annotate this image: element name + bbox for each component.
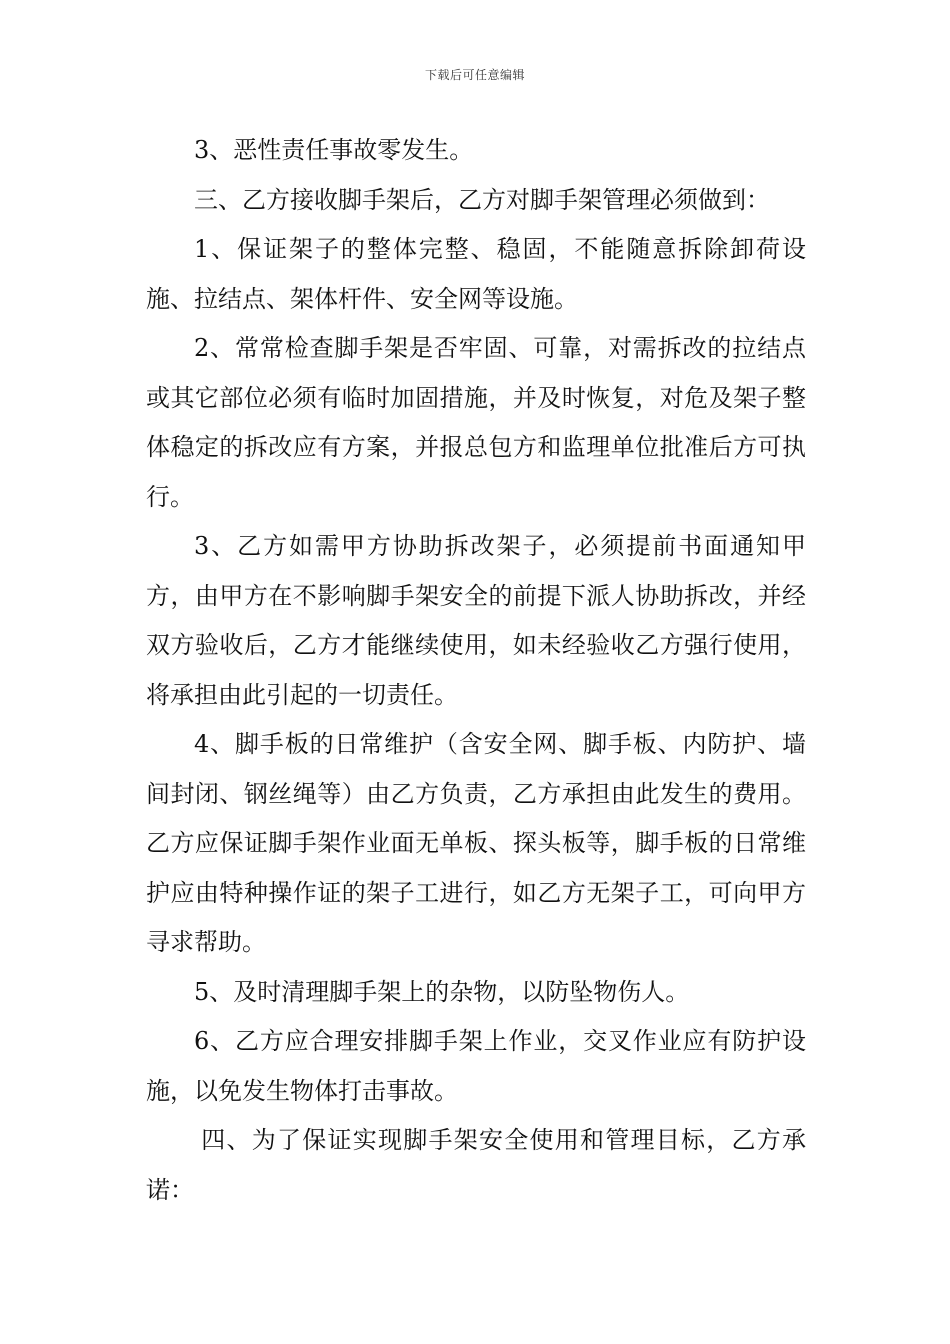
paragraph: 三、乙方接收脚手架后，乙方对脚手架管理必须做到： bbox=[194, 185, 770, 214]
paragraph: 2、常常检查脚手架是否牢固、可靠，对需拆改的拉结点或其它部位必须有临时加固措施，并及时恢复，对危及架子整体稳定的拆改应有方案，并报总包方和监理单位批准后方可执行。 bbox=[146, 334, 806, 511]
paragraph: 四、为了保证实现脚手架安全使用和管理目标，乙方承诺： bbox=[146, 1126, 806, 1204]
paragraph: 1、保证架子的整体完整、稳固，不能随意拆除卸荷设施、拉结点、架体杆件、安全网等设施。 bbox=[146, 235, 806, 313]
paragraph: 4、脚手板的日常维护（含安全网、脚手板、内防护、墙间封闭、钢丝绳等）由乙方负责，乙方承担由此发生的费用。乙方应保证脚手架作业面无单板、探头板等，脚手板的日常维护应由特种操作证的架子工进行，如乙方无架子工，可向甲方寻求帮助。 bbox=[146, 730, 806, 956]
page-header-note: 下载后可任意编辑 bbox=[424, 68, 525, 82]
document-body bbox=[146, 126, 806, 1215]
paragraph: 3、恶性责任事故零发生。 bbox=[194, 136, 474, 164]
paragraph: 5、及时清理脚手架上的杂物，以防坠物伤人。 bbox=[194, 977, 690, 1006]
paragraph: 6、乙方应合理安排脚手架上作业，交叉作业应有防护设施，以免发生物体打击事故。 bbox=[146, 1027, 806, 1105]
paragraph: 3、乙方如需甲方协助拆改架子，必须提前书面通知甲方，由甲方在不影响脚手架安全的前提下派人协助拆改，并经双方验收后，乙方才能继续使用，如未经验收乙方强行使用，将承担由此引起的一切责任。 bbox=[146, 532, 806, 709]
